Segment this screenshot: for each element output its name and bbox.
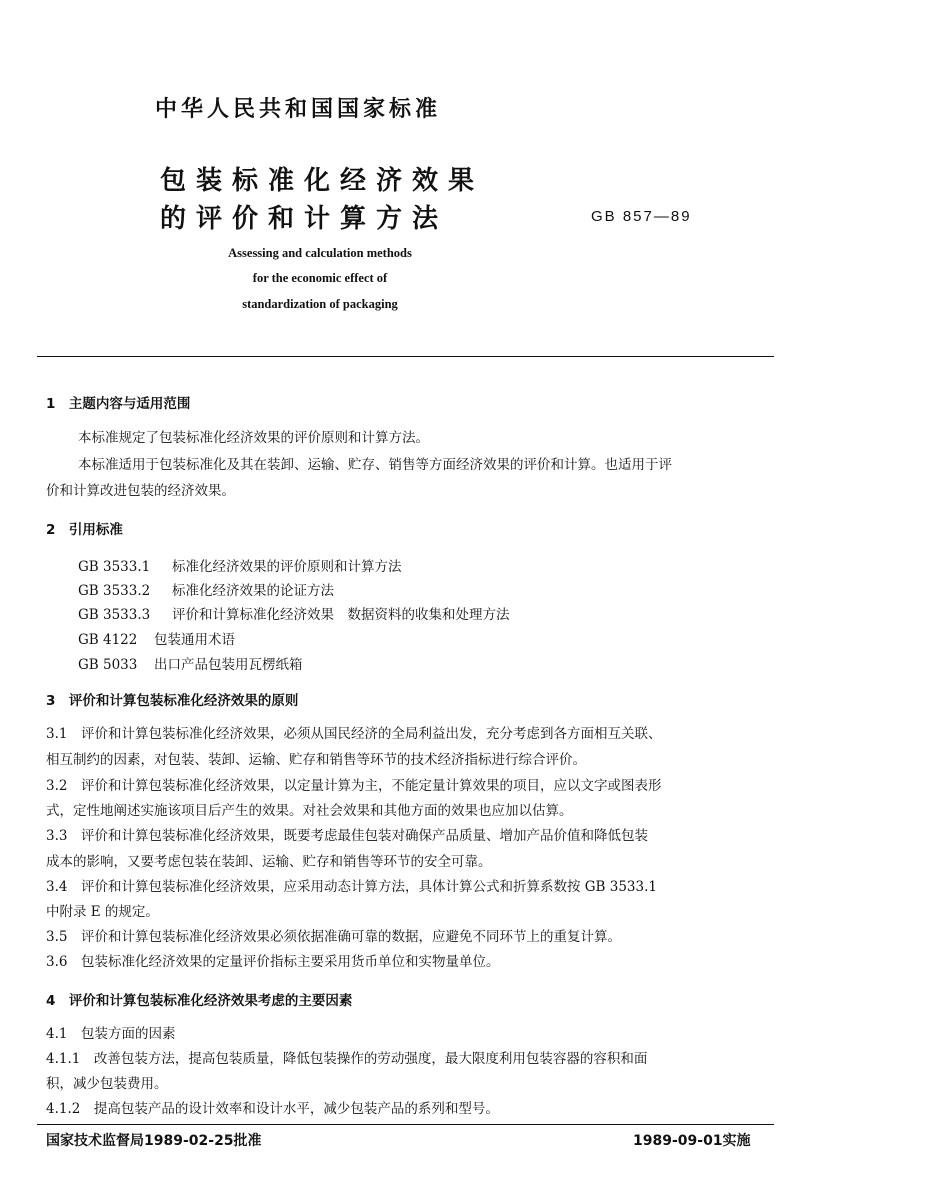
reference-title: 评价和计算标准化经济效果 数据资料的收集和处理方法 — [172, 607, 510, 623]
clause-3-1-line1: 3.1 评价和计算包装标准化经济效果，必须从国民经济的全局利益出发，充分考虑到各方面相互关联、 — [46, 726, 662, 742]
reference-code: GB 4122 — [78, 632, 138, 648]
reference-item — [78, 603, 510, 623]
section2-heading: 2 引用标准 — [46, 522, 123, 538]
header-divider — [37, 356, 774, 357]
footer-divider — [37, 1124, 774, 1125]
section3-heading: 3 评价和计算包装标准化经济效果的原则 — [46, 693, 299, 709]
reference-code: GB 3533.2 — [78, 583, 151, 599]
clause-3-1-line2: 相互制约的因素，对包装、装卸、运输、贮存和销售等环节的技术经济指标进行综合评价。 — [46, 752, 586, 768]
reference-code: GB 3533.1 — [78, 559, 151, 575]
clause-4-1: 4.1 包装方面的因素 — [46, 1026, 176, 1042]
clause-3-4-line1: 3.4 评价和计算包装标准化经济效果，应采用动态计算方法，具体计算公式和折算系数按 GB 3533.1 — [46, 879, 657, 895]
implementation-date: 1989-09-01实施 — [633, 1133, 751, 1149]
section1-paragraph2-line1: 本标准适用于包装标准化及其在装卸、运输、贮存、销售等方面经济效果的评价和计算。也适用于评 — [78, 457, 672, 473]
reference-title: 出口产品包装用瓦楞纸箱 — [154, 657, 303, 673]
national-standard-label: 中华人民共和国国家标准 — [155, 97, 442, 122]
clause-3-6: 3.6 包装标准化经济效果的定量评价指标主要采用货币单位和实物量单位。 — [46, 954, 500, 970]
english-title-line2: for the economic effect of — [252, 271, 388, 285]
english-title-line1: Assessing and calculation methods — [228, 246, 412, 260]
clause-3-3-line2: 成本的影响，又要考虑包装在装卸、运输、贮存和销售等环节的安全可靠。 — [46, 854, 492, 870]
reference-title: 标准化经济效果的论证方法 — [172, 583, 334, 599]
clause-3-2-line1: 3.2 评价和计算包装标准化经济效果，以定量计算为主，不能定量计算效果的项目，应以文字或图表形 — [46, 778, 662, 794]
clause-3-4-line2: 中附录 E 的规定。 — [46, 904, 159, 920]
reference-item — [78, 653, 303, 673]
reference-code: GB 5033 — [78, 657, 138, 673]
document-title-line1: 包装标准化经济效果 — [160, 166, 485, 196]
clause-3-2-line2: 式，定性地阐述实施该项目后产生的效果。对社会效果和其他方面的效果也应加以估算。 — [46, 803, 573, 819]
clause-3-5: 3.5 评价和计算包装标准化经济效果必须依据准确可靠的数据，应避免不同环节上的重复计算。 — [46, 929, 621, 945]
reference-item — [78, 579, 334, 599]
standard-code: GB 857—89 — [591, 208, 692, 225]
reference-title: 包装通用术语 — [154, 632, 235, 648]
clause-4-1-2: 4.1.2 提高包装产品的设计效率和设计水平，减少包装产品的系列和型号。 — [46, 1101, 499, 1117]
clause-3-3-line1: 3.3 评价和计算包装标准化经济效果，既要考虑最佳包装对确保产品质量、增加产品价值和降低包装 — [46, 828, 648, 844]
document-title-line2: 的评价和计算方法 — [160, 204, 449, 234]
reference-item — [78, 628, 235, 648]
clause-4-1-1-line1: 4.1.1 改善包装方法，提高包装质量，降低包装操作的劳动强度，最大限度利用包装容器的容积和面 — [46, 1051, 648, 1067]
reference-item — [78, 555, 402, 575]
clause-4-1-1-line2: 积，减少包装费用。 — [46, 1076, 168, 1092]
reference-code: GB 3533.3 — [78, 607, 151, 623]
approval-date: 国家技术监督局1989-02-25批准 — [46, 1133, 262, 1149]
reference-title: 标准化经济效果的评价原则和计算方法 — [172, 559, 402, 575]
section1-paragraph2-line2: 价和计算改进包装的经济效果。 — [46, 483, 235, 499]
english-title-line3: standardization of packaging — [242, 297, 398, 311]
section4-heading: 4 评价和计算包装标准化经济效果考虑的主要因素 — [46, 993, 353, 1009]
section1-heading: 1 主题内容与适用范围 — [46, 396, 191, 412]
section1-paragraph1: 本标准规定了包装标准化经济效果的评价原则和计算方法。 — [78, 430, 429, 446]
